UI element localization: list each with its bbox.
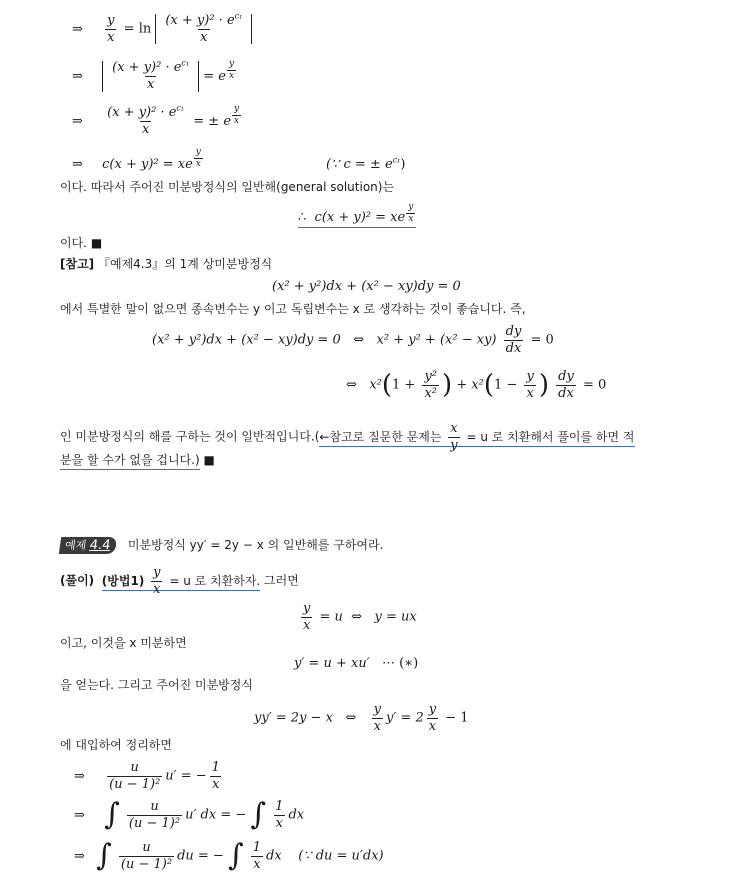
end-mark: ■ (203, 453, 215, 467)
example-badge: 예제 4.4 (59, 537, 118, 554)
paragraph-substitute: 에 대입하여 정리하면 (60, 738, 172, 752)
integral-sign: ∫ (104, 797, 120, 833)
text-ida: 이다. ■ (60, 236, 103, 250)
step-2: ⇒ ∫ $\frac{u}{\text{(u − 1)²}}$ u′ dx = − ∫ $\frac{1}{x}$ dx (74, 797, 305, 833)
note-title: 『예제4.3』의 1계 상미분방정식 (97, 257, 273, 271)
paragraph-variables: 에서 특별한 말이 없으면 종속변수는 y 이고 독립변수는 x 로 생각하는 것이 좋습니다. 즉, (60, 302, 526, 316)
step-1: ⇒ $\frac{u}{\text{(u − 1)²}}$ u′ = − $\frac{1}{x}$ (74, 760, 220, 792)
absolute-value: $\frac{(x + y)^2 \cdot e^{c_1}}{x}$ (155, 14, 252, 44)
end-mark: ■ (90, 236, 103, 250)
paragraph-general-solution: 이다. 따라서 주어진 미분방정식의 일반해(general solution)는 (60, 180, 395, 194)
because-note: (∵ c = ± $e^{c_1}$) (326, 155, 406, 172)
equation-line-b: ⇔ x²(1 + $\frac{\text{y²}}{\text{x²}}$ ) + x²(1 − $\frac{y}{x}$ ) $\frac{dy}{dx}$ = 0 (346, 369, 607, 401)
implies-arrow: ⇒ (72, 69, 83, 84)
integral-sign: ∫ (227, 838, 244, 874)
general-solution-equation: ∴ c(x + y)² = xe $\frac{y}{x}$ (298, 203, 416, 225)
absolute-value: $\frac{(x + y)^2 \cdot e^{c_1}}{x}$ (102, 61, 199, 91)
example-heading (60, 537, 383, 554)
equation-given: yy′ = 2y − x ⇔ $\frac{y}{x}$ y′ = 2 $\frac{y}{x}$ − 1 (254, 702, 469, 734)
derivation-line-1: ⇒ $\frac{y}{x}$ = ln $\frac{(x + y)^2 \cdot e^{c_1}}{x}$ (72, 14, 252, 44)
equation-derivative: y′ = u + xu′ ⋯ (∗) (294, 656, 419, 671)
equation-homogeneous: (x² + y²)dx + (x² − xy)dy = 0 (272, 279, 461, 294)
paragraph-solve-cont: 분을 할 수가 없을 겁니다.) ■ (60, 454, 215, 466)
paragraph-solve: 인 미분방정식의 해를 구하는 것이 일반적입니다.(←참고로 질문한 문제는 $\frac{x}{y}$ = u 로 치환해서 풀이를 하면 적 (60, 421, 635, 453)
equation-substitution: $\frac{y}{x}$ = u ⇔ y = ux (303, 601, 417, 633)
derivation-line-3: ⇒ $\frac{(x + y)^2 \cdot e^{c_1}}{x}$ = ± e $\frac{y}{x}$ (72, 104, 240, 137)
integral-sign: ∫ (250, 797, 267, 833)
solution-heading: (풀이) (방법1) $\frac{y}{x}$ = u 로 치환하자. 그러면 (60, 565, 299, 597)
derivation-line-2: ⇒ $\frac{(x + y)^2 \cdot e^{c_1}}{x}$ = e $\frac{y}{x}$ (72, 59, 235, 92)
derivation-line-4: ⇒ c(x + y)² = xe $\frac{y}{x}$ (72, 147, 201, 172)
paragraph-given: 을 얻는다. 그리고 주어진 미분방정식 (60, 678, 253, 692)
paragraph-differentiate: 이고, 이것을 x 미분하면 (60, 636, 187, 650)
note-heading (60, 258, 272, 270)
implies-arrow: ⇒ (72, 21, 83, 37)
implies-arrow: ⇒ (72, 157, 83, 172)
example-text: 미분방정식 yy′ = 2y − x 의 일반해를 구하여라. (127, 538, 384, 552)
fraction: $\frac{y}{x}$ (107, 13, 115, 45)
step-3: ⇒ ∫ $\frac{u}{\text{(u − 1)²}}$ du = − ∫ $\frac{1}{x}$ dx (∵ du = u′dx) (74, 838, 384, 874)
note-label: [참고] (60, 257, 95, 271)
equation-line-a: (x² + y²)dx + (x² − xy)dy = 0 ⇔ x² + y² + (x² − xy) $\frac{dy}{dx}$ = 0 (152, 324, 554, 356)
implies-arrow: ⇒ (72, 114, 83, 129)
integral-sign: ∫ (96, 838, 112, 874)
